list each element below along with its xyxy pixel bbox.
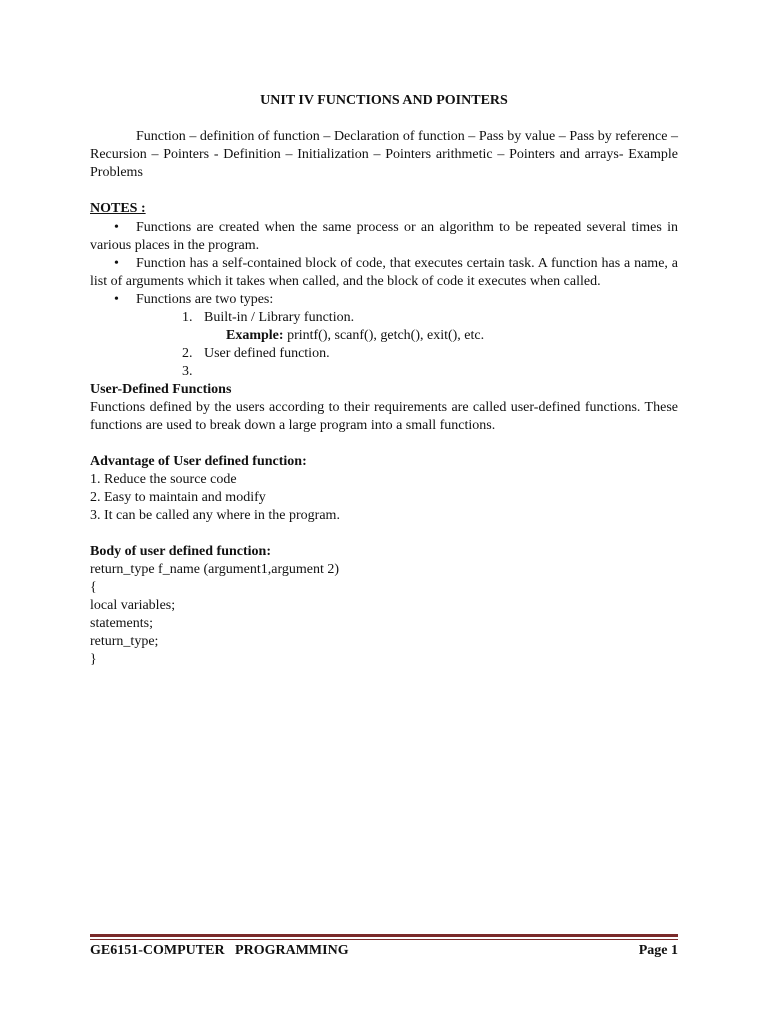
footer-divider bbox=[90, 939, 678, 940]
bullet-icon: • bbox=[114, 292, 119, 307]
page-title: UNIT IV FUNCTIONS AND POINTERS bbox=[260, 93, 508, 108]
code-line: statements; bbox=[90, 616, 153, 631]
notes-heading: NOTES : bbox=[90, 201, 146, 216]
footer-course-title: GE6151-COMPUTER PROGRAMMING bbox=[90, 943, 349, 958]
list-item: 3. bbox=[182, 364, 193, 379]
list-item: • Functions are created when the same process or an algorithm to be repeated several times in various places in the program. bbox=[90, 220, 678, 253]
page-number: Page 1 bbox=[638, 943, 678, 958]
unit-syllabus: Function – definition of function – Declaration of function – Pass by value – Pass by reference –Recursion – Pointers - Definition – Initialization – Pointers arithmetic – Pointers and arrays- Example Problems bbox=[90, 129, 678, 180]
code-line: } bbox=[90, 652, 97, 667]
document-page bbox=[90, 0, 678, 1024]
example-line: Example: printf(), scanf(), getch(), exit(), etc. bbox=[226, 328, 485, 343]
list-item: 3. It can be called any where in the program. bbox=[90, 508, 340, 523]
paragraph: Functions defined by the users according to their requirements are called user-defined functions. These functions are used to break down a large program into a small functions. bbox=[90, 400, 678, 433]
list-item: 1. Built-in / Library function. bbox=[182, 310, 355, 325]
bullet-icon: • bbox=[114, 256, 119, 271]
section-heading: Body of user defined function: bbox=[90, 544, 271, 559]
code-line: local variables; bbox=[90, 598, 176, 613]
code-line: return_type; bbox=[90, 634, 159, 649]
list-item: 1. Reduce the source code bbox=[90, 472, 237, 487]
bullet-icon: • bbox=[114, 220, 119, 235]
list-item: • Functions are two types: bbox=[114, 292, 274, 307]
code-line: return_type f_name (argument1,argument 2) bbox=[90, 562, 340, 577]
section-heading: User-Defined Functions bbox=[90, 382, 232, 397]
list-item: • Function has a self-contained block of code, that executes certain task. A function has a name, a list of arguments which it takes when called, and the block of code it executes when called. bbox=[90, 256, 678, 289]
section-heading: Advantage of User defined function: bbox=[90, 454, 307, 469]
code-line: { bbox=[90, 580, 97, 595]
notes-content bbox=[90, 219, 678, 669]
list-item: 2. Easy to maintain and modify bbox=[90, 490, 266, 505]
list-item: 2. User defined function. bbox=[182, 346, 330, 361]
footer-divider bbox=[90, 934, 678, 937]
